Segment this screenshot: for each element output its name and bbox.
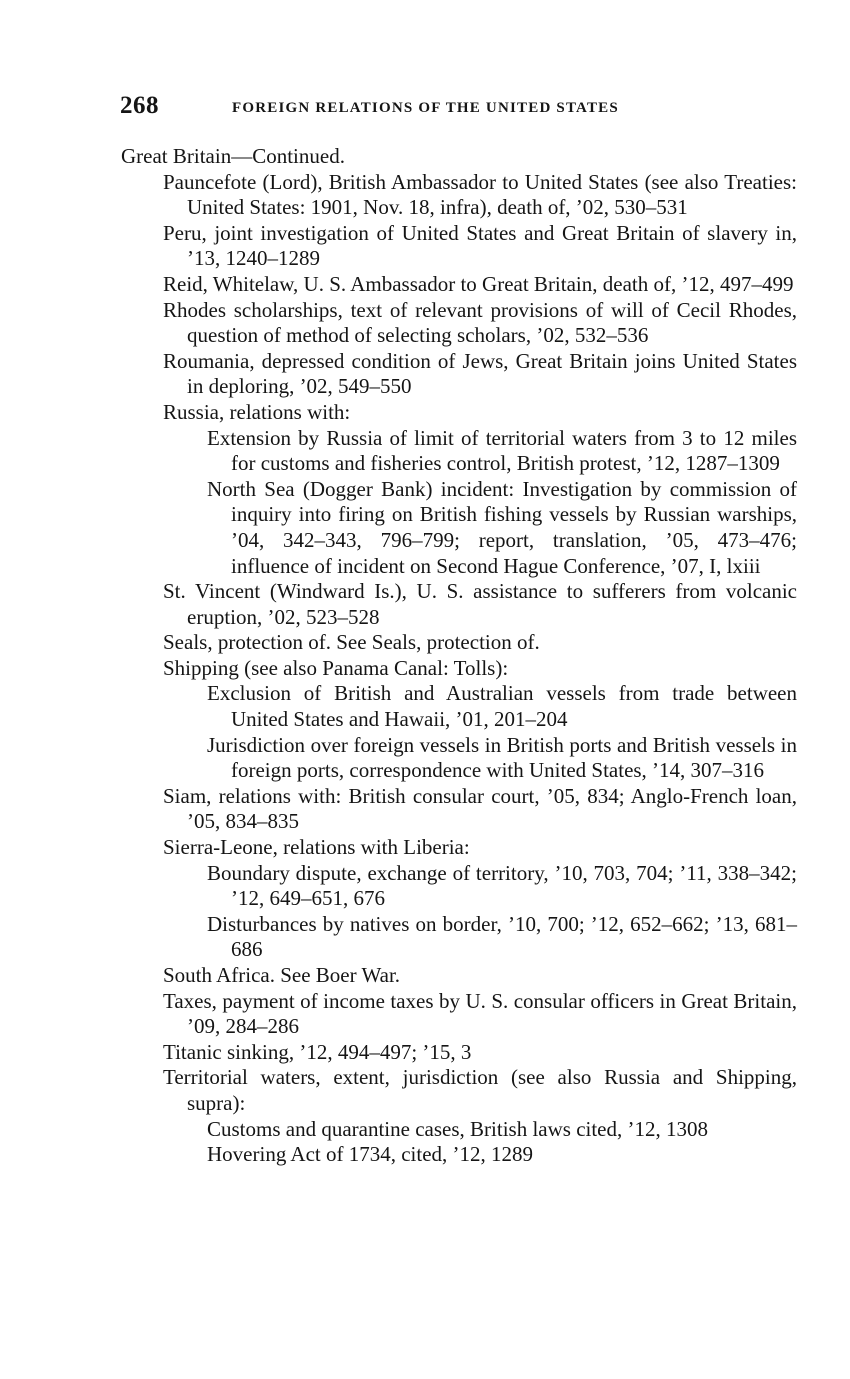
index-entry-st-vincent: St. Vincent (Windward Is.), U. S. assistance to sufferers from volcanic eruption, ’02, 523–528 <box>163 579 797 629</box>
index-subentry-territorial-extension: Extension by Russia of limit of territorial waters from 3 to 12 miles for customs and fisheries control, British protest, ’12, 1287–1309 <box>207 425 797 476</box>
index-entry-sierra-leone: Sierra-Leone, relations with Liberia: <box>163 835 470 860</box>
index-entry-reid: Reid, Whitelaw, U. S. Ambassador to Great Britain, death of, ’12, 497–499 <box>163 271 794 296</box>
index-entry-pauncefote: Pauncefote (Lord), British Ambassador to United States (see also Treaties: United States: 1901, Nov. 18, infra), death of, ’02, 530–531 <box>163 169 797 220</box>
index-entry-territorial-waters: Territorial waters, extent, jurisdiction (see also Russia and Shipping, supra): <box>163 1065 797 1115</box>
index-entry-titanic: Titanic sinking, ’12, 494–497; ’15, 3 <box>163 1039 472 1064</box>
index-heading: Great Britain—Continued. <box>121 144 345 168</box>
index-subentry-exclusion: Exclusion of British and Australian vessels from trade between United States and Hawaii, ’01, 201–204 <box>207 681 797 732</box>
index-entry-seals: Seals, protection of. See Seals, protection of. <box>163 630 540 655</box>
index-subentry-boundary: Boundary dispute, exchange of territory, ’10, 703, 704; ’11, 338–342; ’12, 649–651, 676 <box>207 860 797 911</box>
index-entry-shipping: Shipping (see also Panama Canal: Tolls): <box>163 655 509 680</box>
index-entry-rhodes: Rhodes scholarships, text of relevant provisions of will of Cecil Rhodes, question of method of selecting scholars, ’02, 532–536 <box>163 297 797 348</box>
index-subentry-dogger-bank: North Sea (Dogger Bank) incident: Investigation by commission of inquiry into firing on British fishing vessels by Russian warships, ’04, 342–343, 796–799; report, translation, ’05, 473–476; influence of incident on Second Hague Conference, ’07, I, lxiii <box>207 476 797 578</box>
index-subentry-jurisdiction: Jurisdiction over foreign vessels in British ports and British vessels in foreign ports, correspondence with United States, ’14, 307–316 <box>207 732 797 783</box>
index-entry-roumania: Roumania, depressed condition of Jews, Great Britain joins United States in deploring, ’02, 549–550 <box>163 348 797 399</box>
page-number: 268 <box>120 92 159 119</box>
page-header <box>120 92 800 128</box>
index-entry-south-africa: South Africa. See Boer War. <box>163 963 401 987</box>
index-entry-russia: Russia, relations with: <box>163 399 351 424</box>
index-body <box>121 144 797 1168</box>
index-subentry-hovering-act: Hovering Act of 1734, cited, ’12, 1289 <box>207 1142 534 1167</box>
index-entry-taxes: Taxes, payment of income taxes by U. S. consular officers in Great Britain, ’09, 284–286 <box>163 988 797 1039</box>
running-head: FOREIGN RELATIONS OF THE UNITED STATES <box>232 100 619 116</box>
index-entry-siam: Siam, relations with: British consular court, ’05, 834; Anglo-French loan, ’05, 834–835 <box>163 783 797 834</box>
index-subentry-customs: Customs and quarantine cases, British laws cited, ’12, 1308 <box>207 1116 708 1141</box>
index-entry-peru: Peru, joint investigation of United States and Great Britain of slavery in, ’13, 1240–1289 <box>163 220 797 271</box>
index-subentry-disturbances: Disturbances by natives on border, ’10, 700; ’12, 652–662; ’13, 681–686 <box>207 911 797 962</box>
